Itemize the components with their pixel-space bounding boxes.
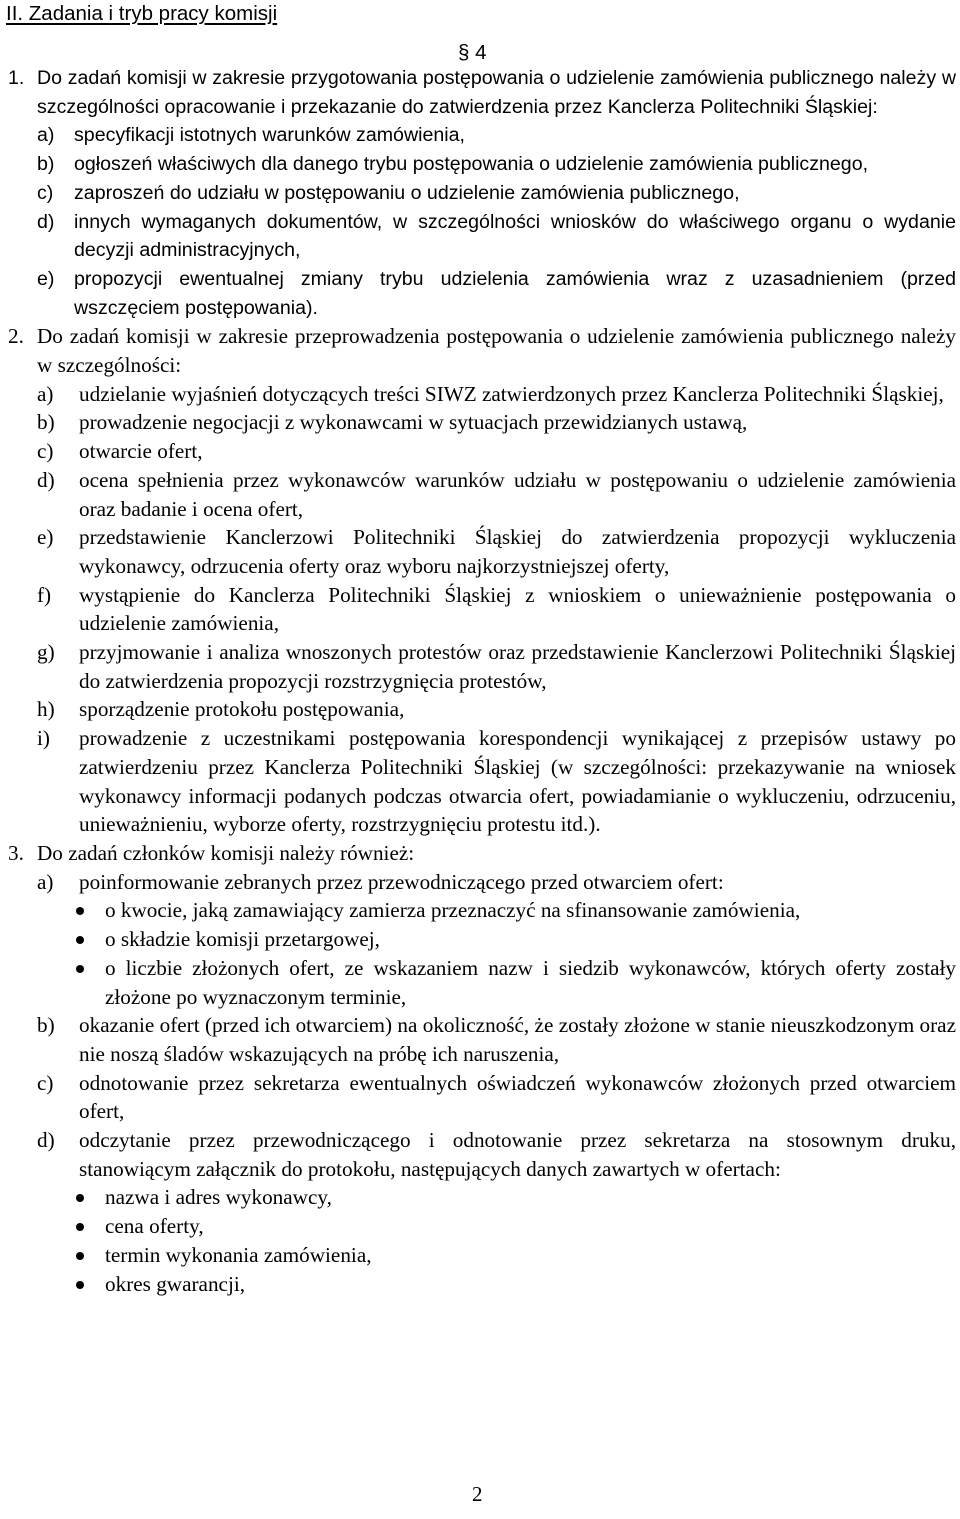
item-text: otwarcie ofert,: [79, 439, 203, 464]
section-intro: Do zadań komisji w zakresie przygotowania postępowania o udzielenie zamówienia publicznego należy w szczególności opracowanie i przekazanie do zatwierdzenia przez Kanclerza Politechniki Śląskiej:: [37, 67, 956, 118]
list-item: [37, 638, 956, 695]
section-2: [0, 322, 960, 839]
list-item: [37, 150, 956, 179]
bullet-icon: [76, 1194, 84, 1202]
bullet-item: [37, 1241, 956, 1270]
item-label: a): [37, 869, 54, 894]
item-label: f): [37, 582, 52, 607]
item-label: b): [37, 153, 55, 176]
item-label: c): [37, 181, 54, 204]
section-number: 2.: [8, 324, 24, 349]
bullet-text: o składzie komisji przetargowej,: [105, 927, 380, 952]
bullet-icon: [76, 1281, 84, 1289]
item-label: d): [37, 1128, 55, 1153]
list-item: [37, 1126, 956, 1183]
list-item: [37, 724, 956, 839]
item-label: c): [37, 439, 54, 464]
list-item: [37, 179, 956, 208]
bullet-text: o liczbie złożonych ofert, ze wskazaniem nazw i siedzib wykonawców, których oferty zostały złożone po wyznaczonym terminie,: [105, 955, 956, 1009]
item-text: odnotowanie przez sekretarza ewentualnych oświadczeń wykonawców złożonych przed otwarciem ofert,: [79, 1070, 956, 1124]
bullet-item: [37, 925, 956, 954]
list-item: [37, 408, 956, 437]
section-intro: Do zadań komisji w zakresie przeprowadzenia postępowania o udzielenie zamówienia publicznego należy w szczególności:: [37, 324, 956, 378]
item-text: wystąpienie do Kanclerza Politechniki Śląskiej z wnioskiem o unieważnienie postępowania o udzielenie zamówienia,: [79, 582, 956, 636]
bullet-icon: [76, 936, 84, 944]
section-intro: Do zadań członków komisji należy również:: [37, 840, 415, 865]
list-item: [37, 1069, 956, 1126]
list-item: [37, 208, 956, 265]
list-item: [37, 121, 956, 150]
section-1: [0, 64, 960, 322]
list-item: [37, 380, 956, 409]
bullet-icon: [76, 965, 84, 973]
item-text: zaproszeń do udziału w postępowaniu o udzielenie zamówienia publicznego,: [74, 181, 740, 204]
bullet-text: cena oferty,: [105, 1214, 204, 1239]
item-label: d): [37, 467, 55, 492]
item-text: ogłoszeń właściwych dla danego trybu postępowania o udzielenie zamówienia publicznego,: [74, 153, 869, 176]
page-number: 2: [472, 1482, 483, 1506]
list-item: [37, 466, 956, 523]
list-item: [37, 868, 956, 897]
item-label: e): [37, 525, 54, 550]
document-body: [0, 64, 960, 1298]
bullet-text: o kwocie, jaką zamawiający zamierza przeznaczyć na sfinansowanie zamówienia,: [105, 898, 801, 923]
list-item: [37, 265, 956, 322]
bullet-text: termin wykonania zamówienia,: [105, 1242, 372, 1267]
bullet-item: [37, 1270, 956, 1299]
bullet-icon: [76, 1252, 84, 1260]
item-label: a): [37, 381, 54, 406]
list-item: [37, 437, 956, 466]
item-label: g): [37, 640, 55, 665]
item-text: prowadzenie negocjacji z wykonawcami w sytuacjach przewidzianych ustawą,: [79, 410, 748, 435]
section-3: [0, 839, 960, 1298]
item-text: odczytanie przez przewodniczącego i odnotowanie przez sekretarza na stosownym druku, stanowiącym załącznik do protokołu, następujących danych zawartych w ofertach:: [79, 1128, 956, 1181]
item-text: ocena spełnienia przez wykonawców warunków udziału w postępowaniu o udzielenie zamówienia oraz badanie i ocena ofert,: [79, 467, 956, 521]
bullet-item: [37, 1212, 956, 1241]
section-number: 3.: [8, 840, 24, 865]
item-text: specyfikacji istotnych warunków zamówienia,: [74, 124, 465, 147]
item-text: przyjmowanie i analiza wnoszonych protestów oraz przedstawienie Kanclerzowi Politechniki Śląskiej do zatwierdzenia propozycji rozstrzygnięcia protestów,: [79, 640, 956, 693]
list-item: [37, 581, 956, 638]
list-item: [37, 523, 956, 580]
item-label: b): [37, 1013, 55, 1038]
section-number: 1.: [8, 67, 25, 89]
bullet-item: [37, 954, 956, 1011]
item-label: d): [37, 210, 55, 233]
item-text: sporządzenie protokołu postępowania,: [79, 697, 405, 722]
item-label: c): [37, 1070, 54, 1095]
bullet-text: nazwa i adres wykonawcy,: [105, 1185, 332, 1210]
item-text: propozycji ewentualnej zmiany trybu udzielenia zamówienia wraz z uzasadnieniem (przed wszczęciem postępowania).: [74, 267, 956, 319]
item-label: i): [37, 726, 50, 751]
item-label: e): [37, 267, 55, 290]
list-item: [37, 1011, 956, 1068]
item-text: poinformowanie zebranych przez przewodniczącego przed otwarciem ofert:: [79, 869, 724, 894]
item-text: prowadzenie z uczestnikami postępowania korespondencji wynikającej z przepisów ustawy po zatwierdzeniu przez Kanclerza Politechniki Śląskiej (w szczególności: przekazywanie na wniosek wykonawcy informacji podanych podczas otwarcia ofert, powiadamianie o wykluczeniu, odrzuceniu, unieważnieniu, wyborze oferty, rozstrzygnięciu protestu itd.).: [79, 726, 956, 837]
item-text: przedstawienie Kanclerzowi Politechniki Śląskiej do zatwierdzenia propozycji wykluczenia wykonawcy, odrzucenia oferty oraz wyboru najkorzystniejszej oferty,: [79, 525, 956, 578]
item-label: a): [37, 124, 55, 147]
item-text: innych wymaganych dokumentów, w szczególności wniosków do właściwego organu o wydanie decyzji administracyjnych,: [74, 210, 956, 262]
item-label: b): [37, 410, 55, 435]
paragraph-mark: § 4: [458, 41, 487, 64]
item-text: udzielanie wyjaśnień dotyczących treści SIWZ zatwierdzonych przez Kanclerza Politechniki Śląskiej,: [79, 381, 944, 406]
bullet-item: [37, 896, 956, 925]
list-item: [37, 695, 956, 724]
bullet-text: okres gwarancji,: [105, 1271, 246, 1296]
chapter-heading: II. Zadania i tryb pracy komisji: [6, 2, 278, 25]
bullet-item: [37, 1183, 956, 1212]
bullet-icon: [76, 1223, 84, 1231]
item-text: okazanie ofert (przed ich otwarciem) na okoliczność, że zostały złożone w stanie nieuszkodzonym oraz nie noszą śladów wskazujących na próbę ich naruszenia,: [79, 1013, 956, 1066]
bullet-icon: [76, 907, 84, 915]
item-label: h): [37, 697, 55, 722]
